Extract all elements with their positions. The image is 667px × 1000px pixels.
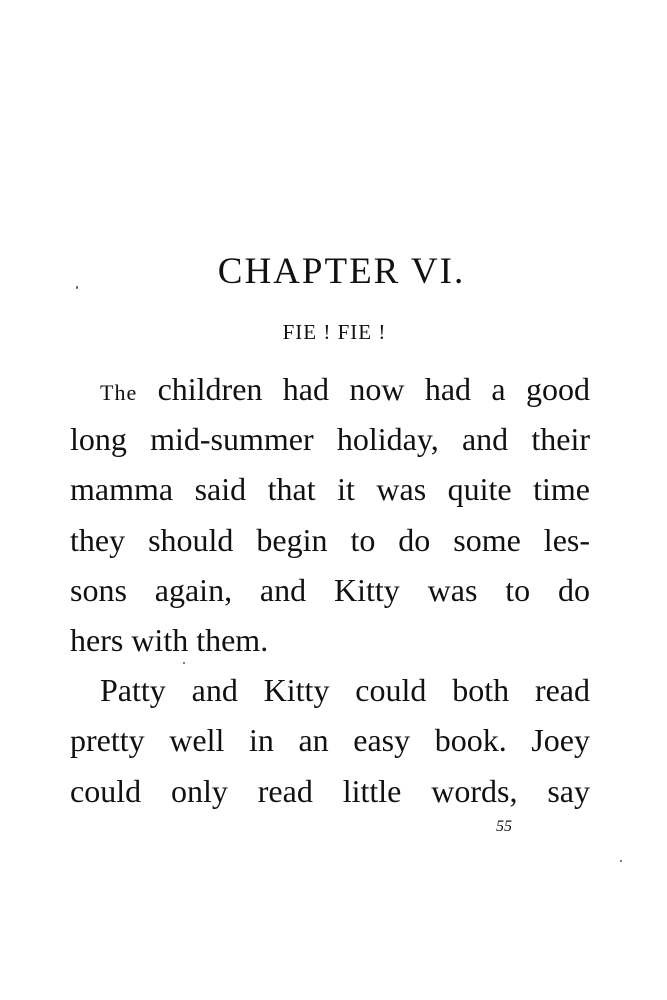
- text-line: could only read little words, say: [70, 772, 590, 809]
- page-number: 55: [496, 818, 512, 835]
- text-line: pretty well in an easy book. Joey: [70, 722, 590, 759]
- body-text: [70, 364, 590, 816]
- line-text: children had now had a good: [137, 371, 590, 407]
- scan-speck: [620, 860, 622, 862]
- paragraph: [70, 665, 590, 816]
- text-line: [70, 364, 590, 414]
- text-line: sons again, and Kitty was to do: [70, 571, 590, 608]
- text-line: mamma said that it was quite time: [70, 471, 590, 508]
- text-line: hers with them.: [70, 621, 269, 658]
- paragraph: [70, 364, 590, 665]
- chapter-subtitle: FIE ! FIE !: [282, 320, 387, 344]
- text-line: long mid-summer holiday, and their: [70, 421, 590, 458]
- text-line: they should begin to do some les-: [70, 521, 590, 558]
- lead-small-caps: The: [100, 380, 138, 405]
- chapter-title: CHAPTER VI.: [217, 251, 466, 292]
- text-line: Patty and Kitty could both read: [100, 672, 590, 709]
